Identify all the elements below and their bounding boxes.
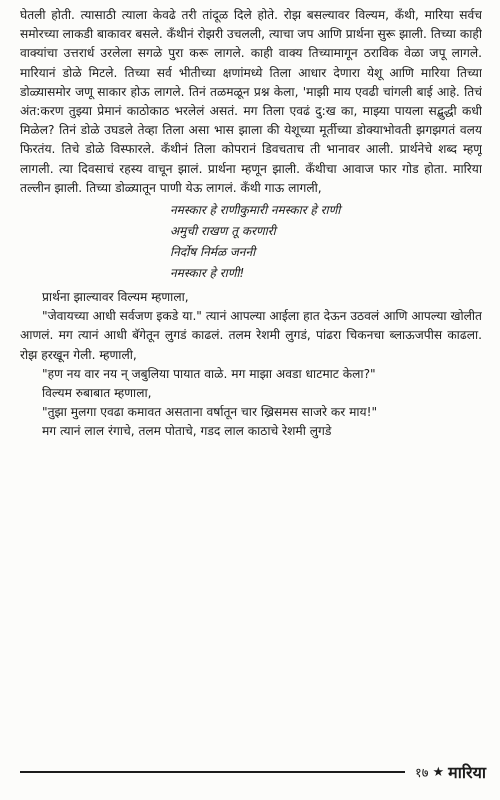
- paragraph-3: "जेवायच्या आधी सर्वजण इकडे या." त्यानं आपल्या आईला हात देऊन उठवलं आणि आपल्या खोलीत आणलं. मग त्यानं आधी बॅगेतून लुगडं काढलं. तलम रेशमी लुगडं, पांढरा चिकनचा ब्लाऊजपीस काढला. रोझ हरखून गेली. म्हणाली,: [20, 309, 482, 362]
- page-body: [20, 6, 482, 754]
- poem-block: [170, 200, 482, 284]
- paragraph-4: "हण नय वार नय न् जबुलिया पायात वाळे. मग माझा अवडा धाटमाट केला?": [42, 366, 376, 381]
- paragraph-1: घेतली होती. त्यासाठी त्याला केवढे तरी तांदूळ दिले होते. रोझ बसल्यावर विल्यम, कँथी, मारिया सर्वच समोरच्या लाकडी बाकावर बसले. कँथीनं रोझरी उचलली, त्याचा जप आणि प्रार्थना सुरू झाली. तिच्या काही वाक्यांचा उत्तरार्ध उरलेला सगळे पुरा करू लागले. काही वाक्य तिच्यामागून ठराविक वेळा जपू लागले. मारियानं डोळे मिटले. तिच्या सर्व भीतीच्या क्षणांमध्ये तिला आधार देणारा येशू आणि मारिया तिच्या डोळ्यासमोर जणू साकार होऊ लागले. तिनं तळमळून प्रश्न केला, 'माझी माय एवढी चांगली बाई आहे. तिचं अंत:करण तुझ्या प्रेमानं काठोकाठ भरलेलं असतं. मग तिला एवढं दु:ख का, माझ्या पायला सद्बुद्धी कधी मिळेल? तिनं डोळे उघडले तेव्हा तिला असा भास झाला की येशूच्या मूर्तीच्या डोक्याभोवती झगझगतं वलय फिरतंय. तिचे डोळे विस्फारले. कँथीनं तिला कोपरानं डिवचताच ती भानावर आली. प्रार्थनेचे शब्द म्हणू लागली. त्या दिवसाचं रहस्य वाचून झालं. प्रार्थना म्हणून झाली. कँथीचा आवाज फार गोड होता. मारिया तल्लीन झाली. तिच्या डोळ्यातून पाणी येऊ लागलं. कँथी गाऊ लागली,: [20, 8, 482, 195]
- page-number: १७: [414, 766, 429, 781]
- paragraph-7: मग त्यानं लाल रंगाचे, तलम पोताचे, गडद लाल काठाचे रेशमी लुगडे: [42, 424, 332, 439]
- book-title: मारिया: [448, 763, 486, 782]
- poem-line-1: नमस्कार हे राणीकुमारी नमस्कार हे राणी: [170, 203, 341, 218]
- poem-line-3: निर्दोष निर्मळ जननी: [170, 245, 256, 260]
- poem-line-2: अमुची राखण तू करणारी: [170, 224, 276, 239]
- star-icon: ★: [432, 764, 445, 780]
- page-footer: [20, 760, 486, 784]
- footer-divider: [20, 771, 405, 773]
- paragraph-5: विल्यम रुबाबात म्हणाला,: [42, 386, 152, 401]
- paragraph-2: प्रार्थना झाल्यावर विल्यम म्हणाला,: [42, 290, 189, 305]
- paragraph-6: "तुझा मुलगा एवढा कमावत असताना वर्षातून चार ख्रिसमस साजरे कर माय!": [42, 405, 378, 420]
- poem-line-4: नमस्कार हे राणी!: [170, 266, 245, 281]
